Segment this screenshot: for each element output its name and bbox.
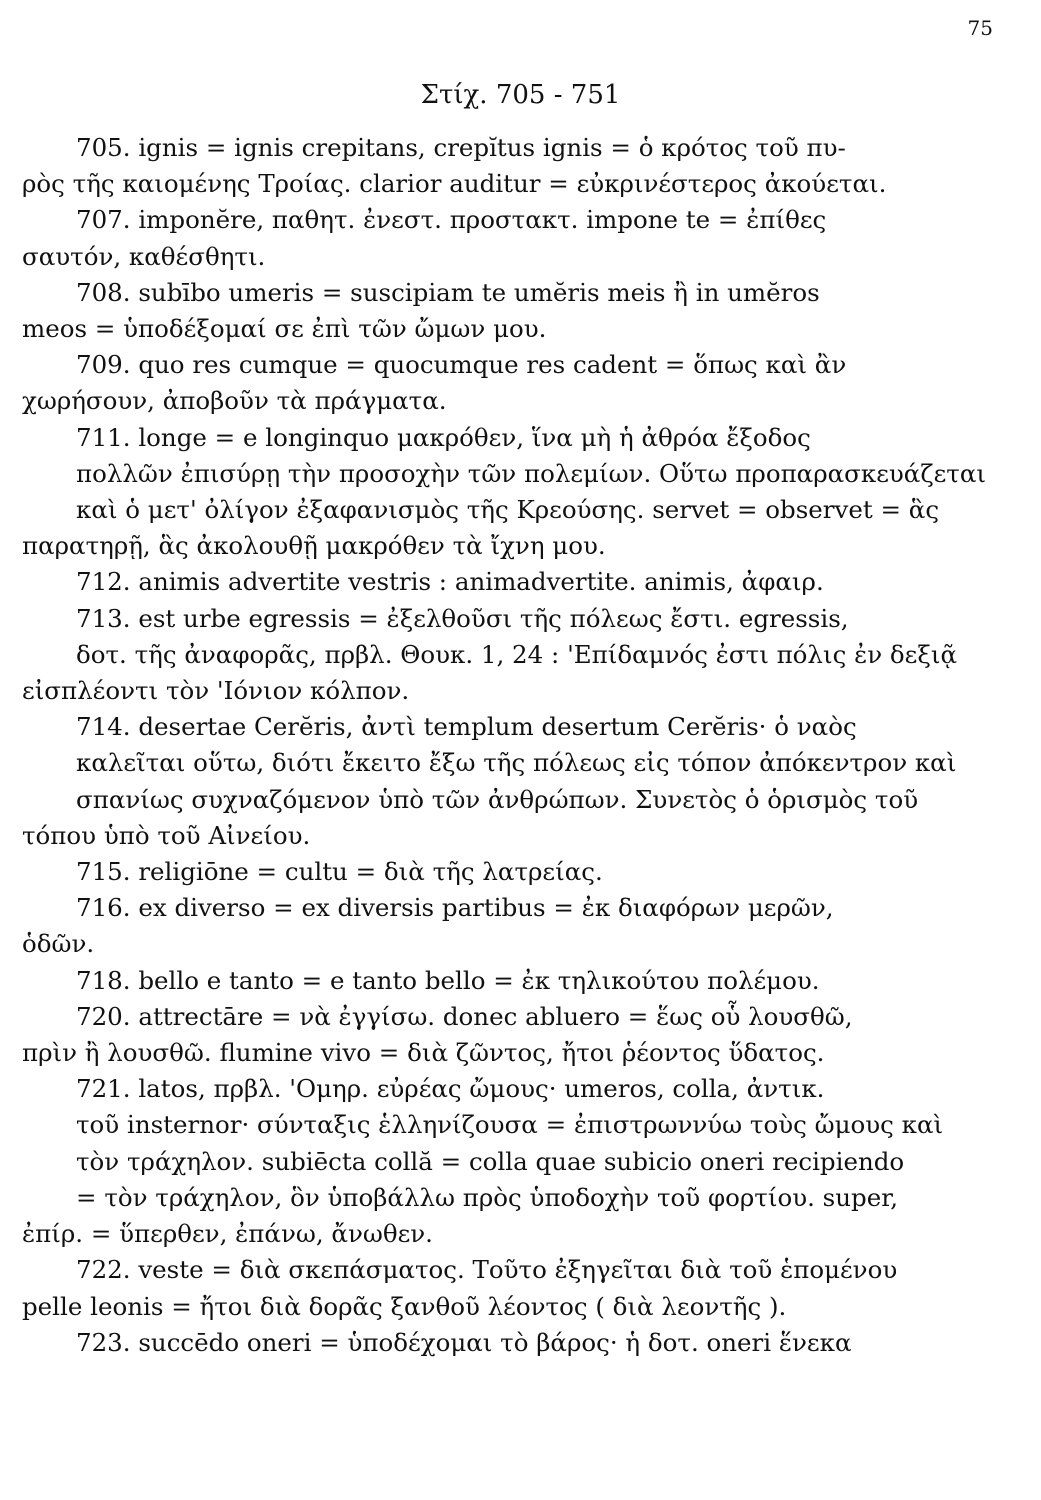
commentary-entry <box>22 347 880 419</box>
text-line: = τὸν τράχηλον, ὃν ὑποβάλλω πρὸς ὑποδοχὴν τοῦ φορτίου. super, <box>76 1182 899 1212</box>
commentary-entry <box>22 1252 898 1324</box>
text-line: 716. ex diverso = ex diversis partibus = ἐκ διαφόρων μερῶν, <box>76 893 834 923</box>
commentary-entry <box>22 999 880 1071</box>
commentary-entry <box>22 202 880 274</box>
text-line: ρὸς τῆς καιομένης Τροίας. clarior auditur = εὐκρινέστερος ἀκούεται. <box>22 169 887 199</box>
text-line: τὸν τράχηλον. subiēcta collă = colla quae subicio oneri recipiendo <box>76 1146 905 1176</box>
text-line: 715. religiōne = cultu = διὰ τῆς λατρείας. <box>76 857 603 887</box>
text-line: pelle leonis = ἤτοι διὰ δορᾶς ξανθοῦ λέοντος ( διὰ λεοντῆς ). <box>22 1291 787 1321</box>
text-line: 711. longe = e longinquo μακρόθεν, ἵνα μὴ ἡ ἀθρόα ἔξοδος <box>76 422 811 452</box>
commentary-entry <box>22 564 880 600</box>
text-line: 709. quo res cumque = quocumque res cadent = ὅπως καὶ ἂν <box>76 350 847 380</box>
text-line: meos = ὑποδέξομαί σε ἐπὶ τῶν ὤμων μου. <box>22 314 547 344</box>
text-line: καλεῖται οὕτω, διότι ἔκειτο ἔξω τῆς πόλεως εἰς τόπον ἀπόκεντρον καὶ <box>76 748 957 778</box>
text-line: τοῦ insternor· σύνταξις ἑλληνίζουσα = ἐπιστρωννύω τοὺς ὤμους καὶ <box>76 1110 944 1140</box>
text-line: καὶ ὁ μετ' ὀλίγον ἐξαφανισμὸς τῆς Κρεούσης. servet = observet = ἃς <box>76 495 940 525</box>
commentary-entry <box>22 1325 880 1361</box>
text-line: χωρήσουν, ἀποβοῦν τὰ πράγματα. <box>22 386 447 416</box>
text-line: 714. desertae Cerĕris, ἀντὶ templum desertum Cerĕris· ὁ ναὸς <box>76 712 857 742</box>
page-number: 75 <box>967 16 993 40</box>
text-line: σαυτόν, καθέσθητι. <box>22 241 266 271</box>
commentary-entry <box>22 890 880 962</box>
text-line: πολλῶν ἐπισύρῃ τὴν προσοχὴν τῶν πολεμίων. Οὕτω προπαρασκευάζεται <box>76 458 987 488</box>
text-line: 707. imponĕre, παθητ. ἐνεστ. προστακτ. impone te = ἐπίθες <box>76 205 827 235</box>
text-line: σπανίως συχναζόμενον ὑπὸ τῶν ἀνθρώπων. Συνετὸς ὁ ὁρισμὸς τοῦ <box>76 784 919 814</box>
text-line: 708. subībo umeris = suscipiam te umĕris meis ἢ in umĕros <box>76 277 820 307</box>
text-line: 721. latos, πρβλ. 'Ομηρ. εὐρέας ὤμους· umeros, colla, ἀντικ. <box>76 1074 825 1104</box>
text-line: δοτ. τῆς ἀναφορᾶς, πρβλ. Θουκ. 1, 24 : 'Επίδαμνός ἐστι πόλις ἐν δεξιᾷ <box>76 639 957 669</box>
text-line: πρὶν ἢ λουσθῶ. flumine vivo = διὰ ζῶντος, ἤτοι ῥέοντος ὕδατος. <box>22 1038 825 1068</box>
commentary-entry <box>22 420 987 565</box>
text-line: 720. attrectāre = νὰ ἐγγίσω. donec abluero = ἕως οὗ λουσθῶ, <box>76 1001 853 1031</box>
text-line: παρατηρῇ, ἃς ἀκολουθῇ μακρόθεν τὰ ἴχνη μου. <box>22 531 606 561</box>
commentary-entry <box>22 275 880 347</box>
text-line: 723. succēdo oneri = ὑποδέχομαι τὸ βάρος· ἡ δοτ. oneri ἕνεκα <box>76 1327 852 1357</box>
text-line: ἐπίρ. = ὕπερθεν, ἐπάνω, ἄνωθεν. <box>22 1219 433 1249</box>
text-line: ὁδῶν. <box>22 929 95 959</box>
commentary-body <box>22 130 987 1361</box>
commentary-entry <box>22 130 887 202</box>
text-line: τόπου ὑπὸ τοῦ Αἰνείου. <box>22 820 311 850</box>
text-line: 718. bello e tanto = e tanto bello = ἐκ τηλικούτου πολέμου. <box>76 965 820 995</box>
running-head: Στίχ. 705 - 751 <box>420 80 621 110</box>
commentary-entry <box>22 601 957 710</box>
commentary-entry <box>22 963 880 999</box>
commentary-entry <box>22 854 880 890</box>
text-line: 712. animis advertite vestris : animadvertite. animis, ἀφαιρ. <box>76 567 824 597</box>
commentary-entry <box>22 1071 944 1252</box>
text-line: 722. veste = διὰ σκεπάσματος. Τοῦτο ἐξηγεῖται διὰ τοῦ ἑπομένου <box>76 1255 898 1285</box>
text-line: εἰσπλέοντι τὸν 'Ιόνιον κόλπον. <box>22 676 410 706</box>
text-line: 713. est urbe egressis = ἐξελθοῦσι τῆς πόλεως ἔστι. egressis, <box>76 603 849 633</box>
commentary-entry <box>22 709 957 854</box>
text-line: 705. ignis = ignis crepitans, crepĭtus ignis = ὁ κρότος τοῦ πυ- <box>76 133 846 162</box>
